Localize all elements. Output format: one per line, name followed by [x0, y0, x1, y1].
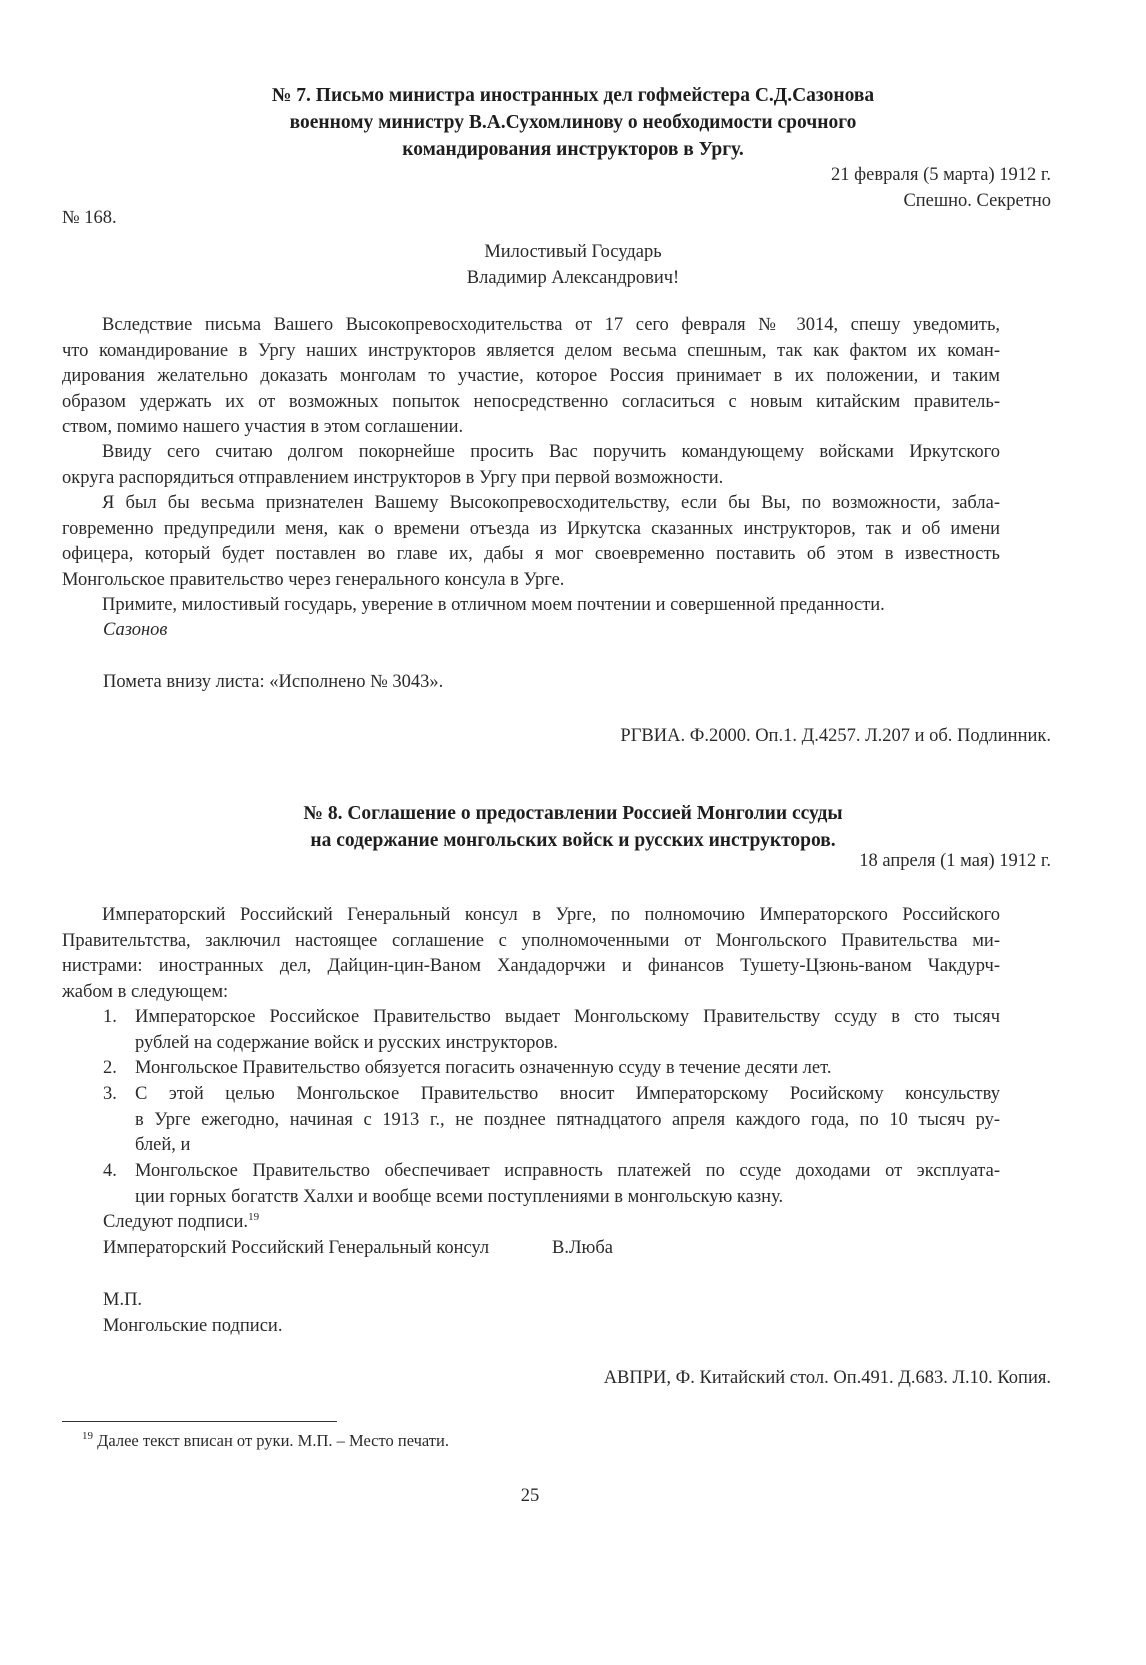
text-line: что командирование в Ургу наших инструкторов является делом весьма спешным, так как фактом их коман- [62, 340, 1000, 361]
text-line: офицера, который будет поставлен во главе их, дабы я мог своевременно поставить об этом в известность [62, 544, 1000, 564]
footnote-divider [62, 1421, 337, 1422]
list-number: 4. [103, 1161, 117, 1181]
text-line: округа распорядиться отправлением инструкторов в Ургу при первой возможности. [62, 467, 724, 488]
text-line: Примите, милостивый государь, уверение в отличном моем почтении и совершенной преданности. [102, 595, 885, 615]
text-line: говременно предупредили меня, как о времени отъезда из Иркутска сказанных инструкторов, так и об имени [62, 518, 1000, 539]
text-line: Ввиду сего считаю долгом покорнейше просить Вас поручить командующему войсками Иркутского [102, 442, 1000, 462]
footnote-number: 19 [82, 1430, 93, 1442]
doc7-paragraph-3 [62, 491, 1000, 593]
list-number: 1. [103, 1007, 117, 1027]
text-line: ции горных богатств Халхи и вообще всеми поступлениями в монгольскую казну. [135, 1186, 784, 1207]
doc7-title [150, 82, 996, 163]
text-line: нистрами: иностранных дел, Дайцин-цин-Ваном Хандадорчжи и финансов Тушету-Цзюнь-ваном Чакдурч- [62, 956, 1000, 976]
text-line: Монгольское Правительство обеспечивает исправность платежей по ссуде доходами от эксплуата- [135, 1161, 1000, 1181]
footnote [82, 1430, 449, 1452]
text-line: С этой целью Монгольское Правительство вносит Императорскому Росийскому консульству [135, 1084, 1000, 1104]
list-number: 2. [103, 1058, 117, 1078]
doc8-list-item-2 [103, 1056, 1000, 1082]
text-line: Я был бы весьма признателен Вашему Высокопревосходительству, если бы Вы, по возможности, забла- [102, 493, 1000, 513]
doc8-archive-reference: АВПРИ, Ф. Китайский стол. Оп.491. Д.683. Л.10. Копия. [603, 1368, 1051, 1388]
doc8-intro [62, 903, 1000, 1005]
doc7-title-line: командирования инструкторов в Ургу. [402, 139, 744, 160]
doc7-number: № 168. [62, 208, 117, 228]
text-line: образом удержать их от возможных попыток непосредственно согласиться с новым китайским правитель- [62, 391, 1000, 412]
doc7-note: Помета внизу листа: «Исполнено № 3043». [103, 672, 444, 692]
doc7-paragraph-closing [62, 593, 1000, 619]
doc8-date: 18 апреля (1 мая) 1912 г. [859, 851, 1051, 871]
text-line: Правительтства, заключил настоящее соглашение с уполномоченными от Монгольского Правительства ми- [62, 930, 1000, 951]
doc8-seal: М.П. [103, 1290, 143, 1310]
doc8-title-line: на содержание монгольских войск и русских инструкторов. [310, 830, 836, 851]
doc8-signatures-follow [103, 1210, 259, 1236]
text-line: Императорское Российское Правительство выдает Монгольскому Правительству ссуду в сто тысяч [135, 1007, 1000, 1027]
doc7-date: 21 февраля (5 марта) 1912 г. [831, 165, 1051, 185]
doc7-paragraph-1 [62, 313, 1000, 441]
text-line: рублей на содержание войск и русских инструкторов. [135, 1032, 558, 1053]
text-line: Монгольское правительство через генерального консула в Урге. [62, 569, 565, 590]
list-number: 3. [103, 1084, 117, 1104]
text-line: дирования желательно доказать монголам то участие, которое Россия принимает в их положении, и таким [62, 366, 1000, 386]
doc8-consul-title: Императорский Российский Генеральный консул [103, 1238, 490, 1258]
text-line: в Урге ежегодно, начиная с 1913 г., не позднее пятнадцатого апреля каждого года, по 10 тысяч ру- [135, 1109, 1000, 1130]
salutation-line: Владимир Александрович! [466, 267, 680, 288]
text-line: Императорский Российский Генеральный консул в Урге, по полномочию Императорского Российского [102, 905, 1000, 925]
text-line: Монгольское Правительство обязуется погасить означенную ссуду в течение десяти лет. [135, 1058, 832, 1078]
doc7-signature: Сазонов [103, 620, 168, 640]
footnote-text: Далее текст вписан от руки. М.П. – Место печати. [97, 1431, 449, 1450]
doc7-archive-reference: РГВИА. Ф.2000. Оп.1. Д.4257. Л.207 и об. Подлинник. [620, 726, 1051, 746]
page-number: 25 [520, 1486, 540, 1506]
doc8-list-item-1 [103, 1005, 1000, 1056]
text-line: жабом в следующем: [62, 981, 229, 1002]
doc7-title-line: № 7. Письмо министра иностранных дел гофмейстера С.Д.Сазонова [271, 85, 875, 106]
doc8-title [150, 800, 996, 854]
doc7-paragraph-2 [62, 440, 1000, 491]
doc8-consul-name: В.Люба [552, 1238, 613, 1258]
doc8-mongol-signatures: Монгольские подписи. [103, 1316, 283, 1336]
doc8-title-line: № 8. Соглашение о предоставлении Россией Монголии ссуды [303, 803, 843, 824]
doc8-list-item-3 [103, 1082, 1000, 1159]
text-line: Вследствие письма Вашего Высокопревосходительства от 17 сего февраля № 3014, спешу уведомить, [102, 315, 1000, 335]
doc8-list-item-4 [103, 1159, 1000, 1210]
signatures-follow-text: Следуют подписи. [103, 1212, 249, 1232]
salutation-line: Милостивый Государь [484, 242, 662, 262]
doc7-salutation [0, 240, 1146, 291]
footnote-reference[interactable]: 19 [248, 1211, 260, 1223]
doc7-title-line: военному министру В.А.Сухомлинову о необходимости срочного [289, 112, 857, 133]
text-line: блей, и [135, 1135, 191, 1155]
doc7-secrecy-mark: Спешно. Секретно [903, 191, 1051, 211]
text-line: ством, помимо нашего участия в этом соглашении. [62, 417, 464, 437]
